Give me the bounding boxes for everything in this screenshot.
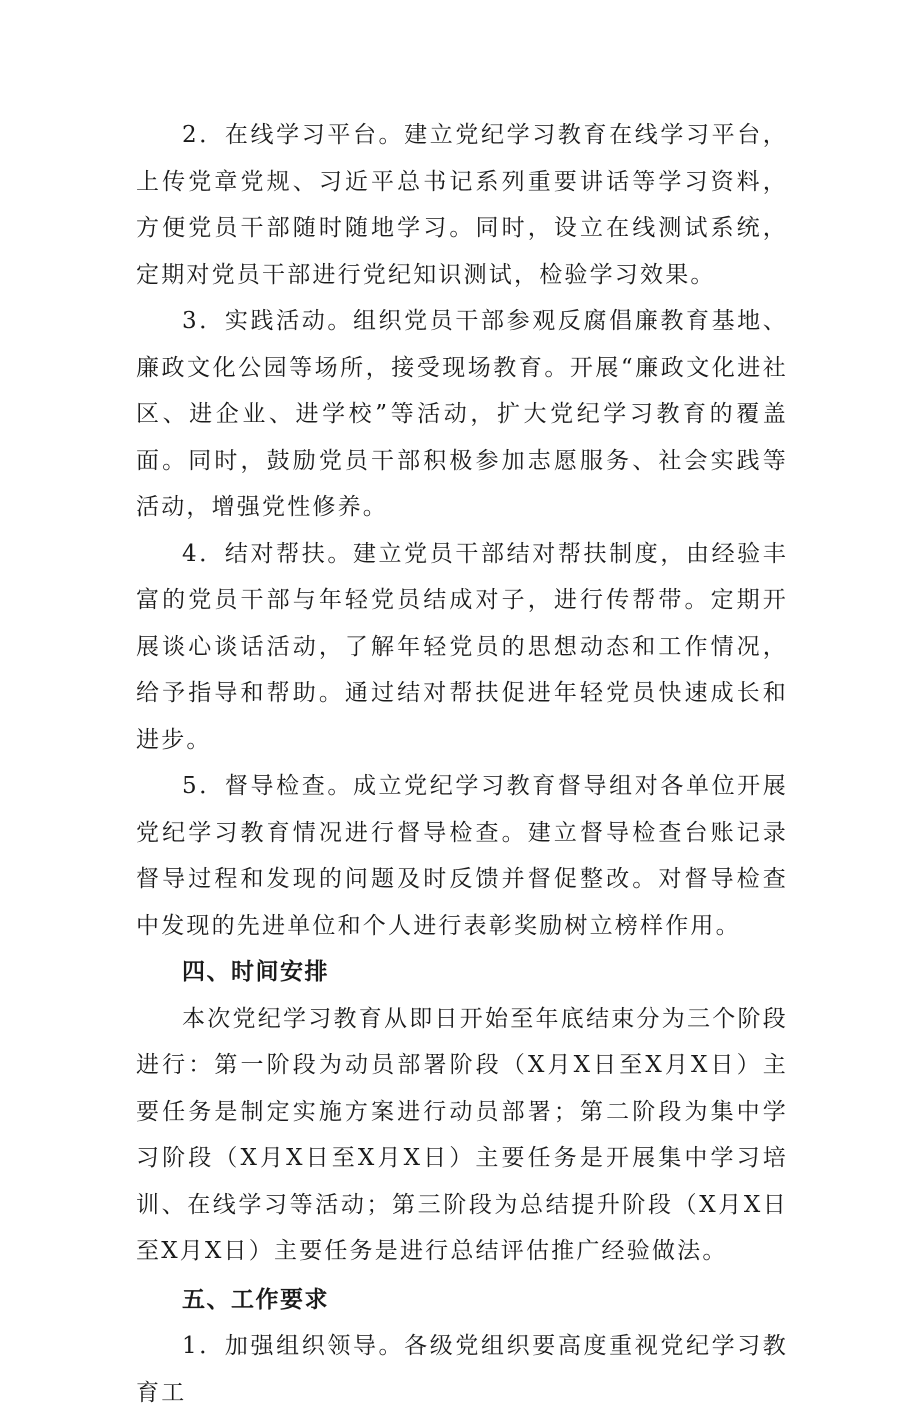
paragraph-practice-activities: 3．实践活动。组织党员干部参观反腐倡廉教育基地、廉政文化公园等场所，接受现场教育。开展“廉政文化进社区、进企业、进学校”等活动，扩大党纪学习教育的覆盖面。同时，鼓励党员干部积极参加志愿服务、社会实践等活动，增强党性修养。 [136, 308, 788, 520]
paragraph-schedule: 本次党纪学习教育从即日开始至年底结束分为三个阶段进行：第一阶段为动员部署阶段（X月X日至X月X日）主要任务是制定实施方案进行动员部署；第二阶段为集中学习阶段（X月X日至X月X日）主要任务是开展集中学习培训、在线学习等活动；第三阶段为总结提升阶段（X月X日至X月X日）主要任务是进行总结评估推广经验做法。 [136, 1005, 788, 1264]
paragraph-requirement-1: 1．加强组织领导。各级党组织要高度重视党纪学习教育工 [136, 1333, 788, 1406]
section-heading-schedule: 四、时间安排 [182, 959, 329, 985]
paragraph-supervision: 5．督导检查。成立党纪学习教育督导组对各单位开展党纪学习教育情况进行督导检查。建立督导检查台账记录督导过程和发现的问题及时反馈并督促整改。对督导检查中发现的先进单位和个人进行表彰奖励树立榜样作用。 [136, 773, 788, 939]
paragraph-online-learning-platform: 2．在线学习平台。建立党纪学习教育在线学习平台，上传党章党规、习近平总书记系列重要讲话等学习资料，方便党员干部随时随地学习。同时，设立在线测试系统，定期对党员干部进行党纪知识测试，检验学习效果。 [136, 122, 788, 288]
section-heading-requirements: 五、工作要求 [182, 1286, 329, 1313]
paragraph-mentoring: 4．结对帮扶。建立党员干部结对帮扶制度，由经验丰富的党员干部与年轻党员结成对子，进行传帮带。定期开展谈心谈话活动，了解年轻党员的思想动态和工作情况，给予指导和帮助。通过结对帮扶促进年轻党员快速成长和进步。 [136, 540, 788, 753]
document-page [136, 112, 788, 1416]
